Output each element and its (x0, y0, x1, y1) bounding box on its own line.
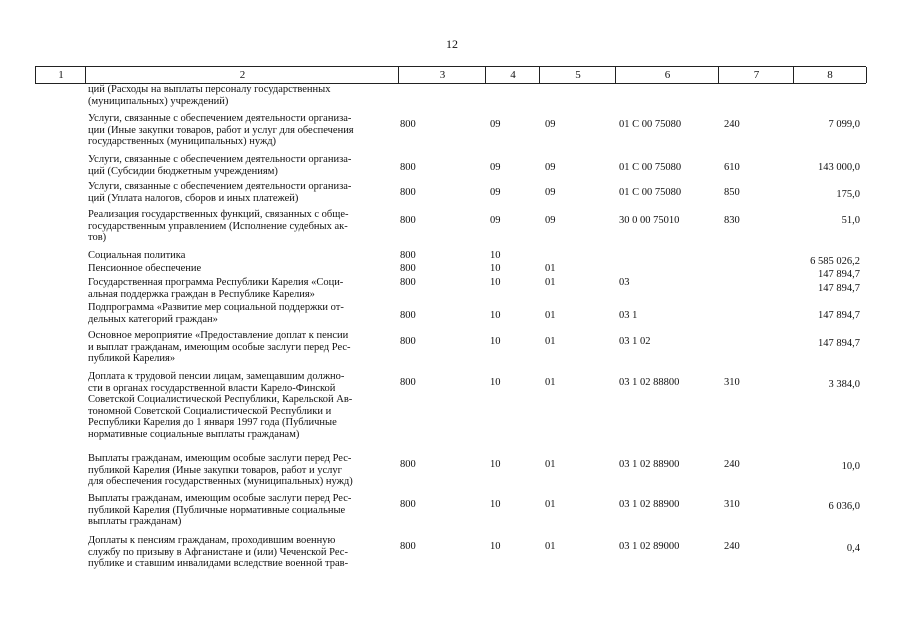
row-description-line: дельных категорий граждан» (88, 313, 218, 325)
row-col-8: 3 384,0 (828, 379, 860, 390)
row-col-7: 240 (724, 119, 740, 130)
row-description-line: публике и ставшим инвалидами вследствие военной трав- (88, 558, 349, 569)
row-description-line: ции (Иные закупки товаров, работ и услуг для обеспечения (88, 124, 354, 136)
row-description (88, 493, 393, 528)
row-description-line: Государственная программа Республики Карелия «Соци- (88, 277, 344, 288)
row-description (88, 277, 393, 300)
row-col-3: 800 (400, 459, 416, 470)
row-col-8: 7 099,0 (828, 119, 860, 130)
row-col-5: 09 (545, 119, 556, 130)
row-col-8: 147 894,7 (818, 283, 860, 294)
row-col-8: 6 036,0 (828, 501, 860, 512)
row-description-line: Основное мероприятие «Предоставление доплат к пенсии (88, 330, 349, 341)
row-description (88, 250, 393, 262)
row-col-3: 800 (400, 541, 416, 552)
row-description-line: Республики Карелия до 1 января 1997 года (Публичные (88, 417, 337, 428)
row-col-3: 800 (400, 119, 416, 130)
row-col-6: 03 1 02 88900 (619, 459, 680, 470)
row-col-5: 01 (545, 277, 556, 288)
row-col-7: 610 (724, 162, 740, 173)
row-col-8: 6 585 026,2 (810, 256, 860, 267)
row-col-4: 10 (490, 263, 501, 274)
row-col-4: 10 (490, 277, 501, 288)
row-description-line: государственных (муниципальных) нужд) (88, 136, 277, 147)
row-col-4: 10 (490, 499, 501, 510)
row-col-6: 03 1 02 89000 (619, 541, 680, 552)
row-col-7: 310 (724, 377, 740, 388)
header-col-2: 2 (85, 67, 399, 83)
row-description (88, 181, 393, 204)
row-description-line: нормативные социальные выплаты гражданам) (88, 428, 300, 440)
row-col-4: 10 (490, 336, 501, 347)
row-col-8: 147 894,7 (818, 269, 860, 280)
row-col-3: 800 (400, 250, 416, 261)
row-col-8: 51,0 (841, 215, 860, 226)
row-col-7: 850 (724, 187, 740, 198)
row-description-line: Выплаты гражданам, имеющим особые заслуги перед Рес- (88, 453, 352, 464)
row-col-3: 800 (400, 263, 416, 274)
row-description-line: Реализация государственных функций, связанных с обще- (88, 209, 349, 220)
row-description-line: Социальная политика (88, 250, 186, 261)
row-description (88, 302, 393, 325)
row-col-5: 01 (545, 310, 556, 321)
row-col-7: 830 (724, 215, 740, 226)
row-col-5: 01 (545, 377, 556, 388)
row-col-5: 01 (545, 499, 556, 510)
row-description (88, 371, 393, 440)
row-description-line: публикой Карелия» (88, 353, 176, 364)
header-col-8: 8 (793, 67, 867, 83)
row-col-6: 03 1 02 88800 (619, 377, 680, 388)
header-col-4: 4 (485, 67, 540, 83)
row-description (88, 113, 393, 148)
row-description-line: тономной Советской Социалистической Республики и (88, 405, 332, 417)
row-col-3: 800 (400, 215, 416, 226)
row-description-line: и выплат гражданам, имеющим особые заслуги перед Рес- (88, 341, 351, 353)
row-col-8: 147 894,7 (818, 338, 860, 349)
row-description-line: Услуги, связанные с обеспечением деятельности организа- (88, 154, 352, 165)
header-col-1: 1 (35, 67, 86, 83)
row-col-7: 240 (724, 459, 740, 470)
page-number: 12 (446, 37, 458, 51)
row-col-6: 01 С 00 75080 (619, 119, 682, 130)
row-col-6: 03 1 02 (619, 336, 651, 347)
row-description-line: для обеспечения государственных (муниципальных) нужд) (88, 476, 353, 487)
row-description (88, 154, 393, 177)
row-col-6: 03 1 02 88900 (619, 499, 680, 510)
row-description-line: (муниципальных) учреждений) (88, 95, 229, 107)
row-col-8: 143 000,0 (818, 162, 860, 173)
row-description-line: Доплаты к пенсиям гражданам, проходившим военную (88, 535, 336, 546)
row-description-line: государственным управлением (Исполнение судебных ак- (88, 220, 348, 232)
row-description-line: ций (Расходы на выплаты персоналу государственных (88, 84, 331, 95)
row-col-5: 01 (545, 459, 556, 470)
row-col-4: 09 (490, 215, 501, 226)
row-description-line: Подпрограмма «Развитие мер социальной поддержки от- (88, 302, 344, 313)
row-col-5: 01 (545, 541, 556, 552)
row-description-line: публикой Карелия (Публичные нормативные социальные (88, 504, 346, 516)
row-col-4: 10 (490, 459, 501, 470)
row-description (88, 535, 393, 570)
row-col-3: 800 (400, 336, 416, 347)
row-description (88, 84, 393, 107)
row-description-line: Пенсионное обеспечение (88, 263, 202, 274)
row-col-3: 800 (400, 162, 416, 173)
row-col-6: 30 0 00 75010 (619, 215, 680, 226)
row-col-3: 800 (400, 187, 416, 198)
row-description-line: Выплаты гражданам, имеющим особые заслуги перед Рес- (88, 493, 352, 504)
row-col-4: 09 (490, 162, 501, 173)
row-description-line: Услуги, связанные с обеспечением деятельности организа- (88, 181, 352, 192)
row-col-6: 03 (619, 277, 630, 288)
row-col-3: 800 (400, 499, 416, 510)
row-description-line: службу по призыву в Афганистане и (или) Чеченской Рес- (88, 546, 348, 558)
row-description-line: выплаты гражданам) (88, 516, 182, 527)
row-col-7: 240 (724, 541, 740, 552)
row-col-3: 800 (400, 277, 416, 288)
row-description-line: Советской Социалистической Республики, Карельской Ав- (88, 394, 353, 405)
row-col-6: 01 С 00 75080 (619, 187, 682, 198)
header-col-7: 7 (718, 67, 794, 83)
row-description-line: публикой Карелия (Иные закупки товаров, работ и услуг (88, 464, 342, 476)
row-col-4: 10 (490, 541, 501, 552)
row-col-7: 310 (724, 499, 740, 510)
header-col-5: 5 (539, 67, 616, 83)
row-col-6: 01 С 00 75080 (619, 162, 682, 173)
row-col-5: 09 (545, 215, 556, 226)
row-col-4: 10 (490, 250, 501, 261)
row-col-3: 800 (400, 377, 416, 388)
row-col-5: 09 (545, 187, 556, 198)
row-col-5: 01 (545, 336, 556, 347)
row-col-8: 10,0 (841, 461, 860, 472)
row-col-5: 09 (545, 162, 556, 173)
row-col-4: 09 (490, 187, 501, 198)
row-col-8: 147 894,7 (818, 310, 860, 321)
row-col-4: 10 (490, 310, 501, 321)
table-header (35, 66, 866, 84)
row-description-line: Доплата к трудовой пенсии лицам, замещавшим должно- (88, 371, 345, 382)
row-col-4: 09 (490, 119, 501, 130)
row-description (88, 330, 393, 365)
row-description-line: ций (Субсидии бюджетным учреждениям) (88, 165, 278, 177)
row-col-3: 800 (400, 310, 416, 321)
row-col-5: 01 (545, 263, 556, 274)
row-col-4: 10 (490, 377, 501, 388)
row-col-8: 175,0 (836, 189, 860, 200)
row-description (88, 209, 393, 244)
row-col-8: 0,4 (846, 543, 860, 554)
row-description-line: ций (Уплата налогов, сборов и иных платежей) (88, 192, 299, 204)
row-description-line: тов) (88, 232, 107, 243)
row-description-line: сти в органах государственной власти Карело-Финской (88, 382, 336, 394)
header-col-3: 3 (398, 67, 486, 83)
row-col-6: 03 1 (619, 310, 638, 321)
row-description (88, 453, 393, 488)
row-description (88, 263, 393, 275)
row-description-line: Услуги, связанные с обеспечением деятельности организа- (88, 113, 352, 124)
header-col-6: 6 (615, 67, 719, 83)
row-description-line: альная поддержка граждан в Республике Карелия» (88, 288, 315, 300)
